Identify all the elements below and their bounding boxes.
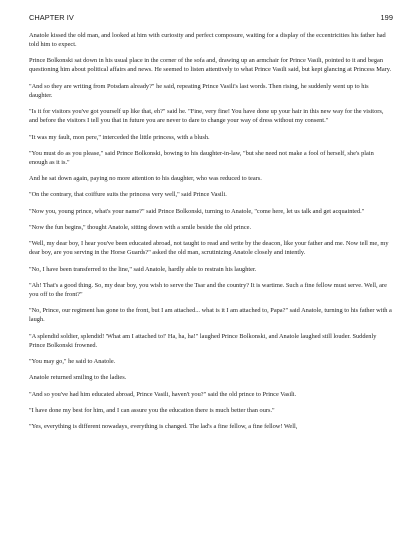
page-number: 199 [380, 13, 393, 22]
paragraph: "Yes, everything is different nowadays, everything is changed. The lad's a fine fellow, a fine fellow! Well, [29, 423, 298, 431]
paragraph: "No, Prince, our regiment has gone to the front, but I am attached... what is it I am attached to, Papa?" said Anatole, turning to his father with a laugh. [29, 307, 392, 324]
paragraph: "And so they are writing from Potsdam already?" he said, repeating Prince Vasili's last words. Then rising, he suddenly went up to his daughter. [29, 82, 369, 99]
page-header [29, 13, 393, 25]
paragraph: And he sat down again, paying no more attention to his daughter, who was reduced to tears. [29, 175, 262, 183]
paragraph: Anatole returned smiling to the ladies. [29, 374, 127, 382]
paragraph: "No, I have been transferred to the line," said Anatole, hardly able to restrain his laughter. [29, 265, 257, 273]
paragraph: "Now you, young prince, what's your name?" said Prince Bolkonski, turning to Anatole, "come here, let us talk and get acquainted." [29, 207, 365, 215]
paragraph: "On the contrary, that coiffure suits the princess very well," said Prince Vasili. [29, 191, 227, 199]
paragraph: "You may go," he said to Anatole. [29, 358, 116, 366]
paragraph: "It was my fault, mon pere," interceded the little princess, with a blush. [29, 133, 210, 141]
paragraph: "I have done my best for him, and I can assure you the education there is much better than ours." [29, 406, 275, 414]
paragraph: "A splendid soldier, splendid! 'What am I attached to!' Ha, ha, ha!" laughed Prince Bolkonski, and Anatole laughed still louder. Suddenly Prince Bolkonski frowned. [29, 332, 377, 349]
paragraph: "And so you've had him educated abroad, Prince Vasili, haven't you?" said the old prince to Prince Vasili. [29, 390, 297, 398]
paragraph: "You must do as you please," said Prince Bolkonski, bowing to his daughter-in-law, "but she need not make a fool of herself, she's plain enough as it is." [29, 149, 374, 166]
paragraph: Anatole kissed the old man, and looked at him with curiosity and perfect composure, waiting for a display of the eccentricities his father had told him to expect. [29, 32, 386, 49]
paragraph: "Ah! That's a good thing. So, my dear boy, you wish to serve the Tsar and the country? It is wartime. Such a fine fellow must serve. Well, are you off to the front?" [29, 281, 387, 299]
paragraph: Prince Bolkonski sat down in his usual place in the corner of the sofa and, drawing up an armchair for Prince Vasili, pointed to it and began questioning him about political affairs and news. He seemed to listen attentively to what Prince Vasili said, but kept glancing at Princess Mary. [29, 57, 392, 74]
chapter-title: CHAPTER IV [29, 13, 74, 22]
page-body [29, 31, 393, 431]
paragraph: "Now the fun begins," thought Anatole, sitting down with a smile beside the old prince. [29, 224, 252, 231]
paragraph: "Is it for visitors you've got yourself up like that, eh?" said he. "Fine, very fine! You have done up your hair in this new way for the visitors, and before the visitors I tell you that in future you are never to dare to change your way of dress without my consent." [29, 108, 384, 125]
paragraph: "Well, my dear boy, I hear you've been educated abroad, not taught to read and write by the deacon, like your father and me. Now tell me, my dear boy, are you serving in the Horse Guards?" asked the old man, scrutinizing Anatole closely and intently. [29, 240, 389, 257]
